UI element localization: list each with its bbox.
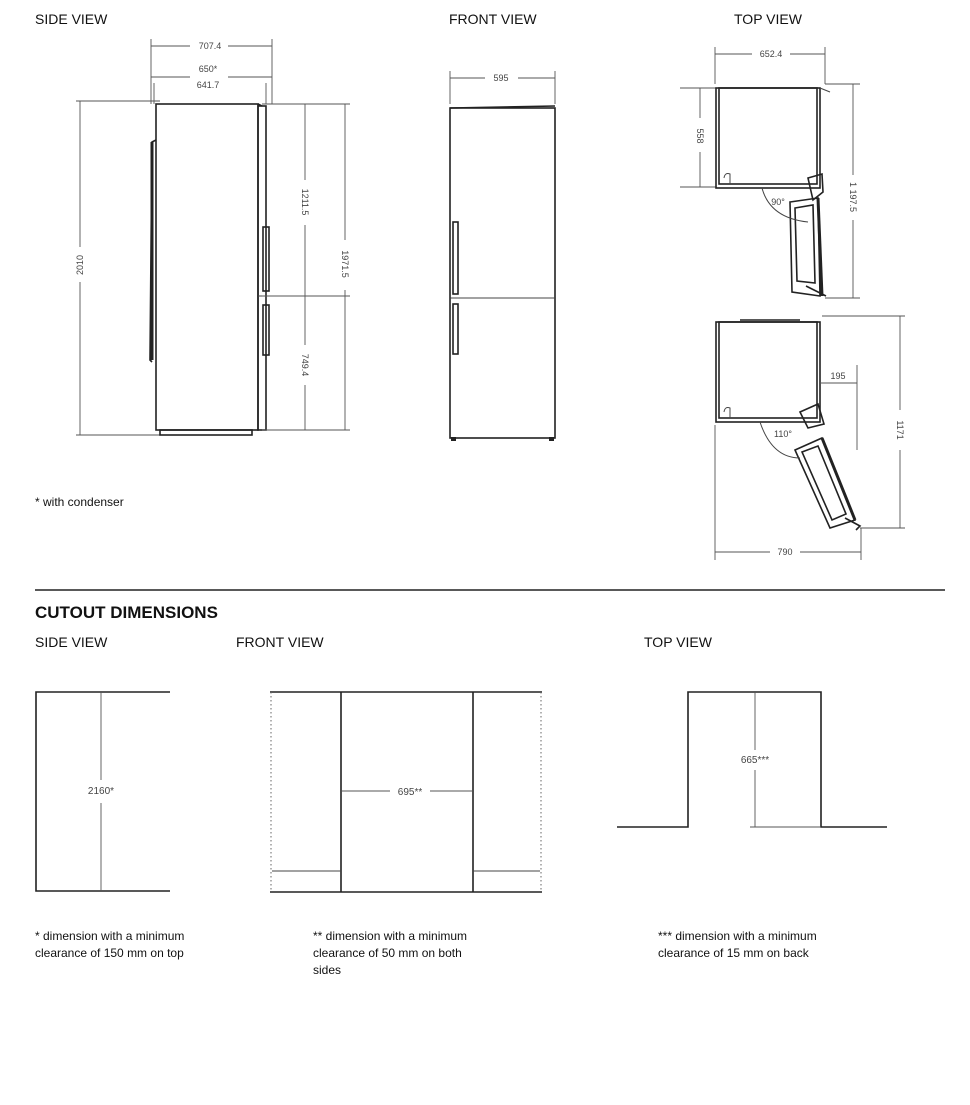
dim-side-fridge-height: 1211.5 [300,188,310,216]
dim-side-total-height: 1971.5 [340,250,350,278]
cutout-front-note: ** dimension with a minimum clearance of 50 mm on both sides [313,929,468,977]
dim-side-depth-handle: 707.4 [198,41,222,51]
top-view-90-drawing [680,47,860,298]
dim-top-angle-90: 90° [771,197,785,207]
top-view-heading: TOP VIEW [734,11,802,27]
condenser-footnote: * with condenser [35,495,124,509]
dim-side-height: 2010 [75,254,85,276]
cutout-front-drawing [270,692,542,892]
front-view-drawing [450,71,555,441]
dim-side-depth-condenser: 650* [198,64,218,74]
cutout-side-drawing [36,692,170,891]
dim-top-width: 652.4 [759,49,783,59]
cutout-front-view-heading: FRONT VIEW [236,634,324,650]
front-view-heading: FRONT VIEW [449,11,537,27]
cutout-side-note: * dimension with a minimum clearance of 150 mm on top [35,929,185,960]
cutout-top-note: *** dimension with a minimum clearance of 15 mm on back [658,929,817,960]
cutout-title: CUTOUT DIMENSIONS [35,603,218,622]
side-view-heading: SIDE VIEW [35,11,108,27]
dim-top-depth-open-90: 1 197.5 [848,181,858,213]
dim-top-depth: 558 [695,128,705,144]
dim-top-width-open: 790 [777,547,793,557]
dim-top-depth-open-110: 1171 [895,420,905,440]
cutout-top-view-heading: TOP VIEW [644,634,712,650]
side-view-drawing [75,39,350,435]
cutout-side-view-heading: SIDE VIEW [35,634,108,650]
cutout-top-drawing [617,692,887,827]
dim-top-angle-110: 110° [774,429,792,439]
dim-side-freezer-height: 749.4 [300,353,310,377]
top-view-110-drawing [715,316,905,560]
dim-side-depth-body: 641.7 [196,80,220,90]
dim-cutout-front: 695** [397,787,423,798]
dim-cutout-top: 665*** [740,755,770,766]
dim-front-width: 595 [493,73,509,83]
dim-cutout-side: 2160* [87,786,115,797]
dim-top-offset: 195 [830,371,846,381]
